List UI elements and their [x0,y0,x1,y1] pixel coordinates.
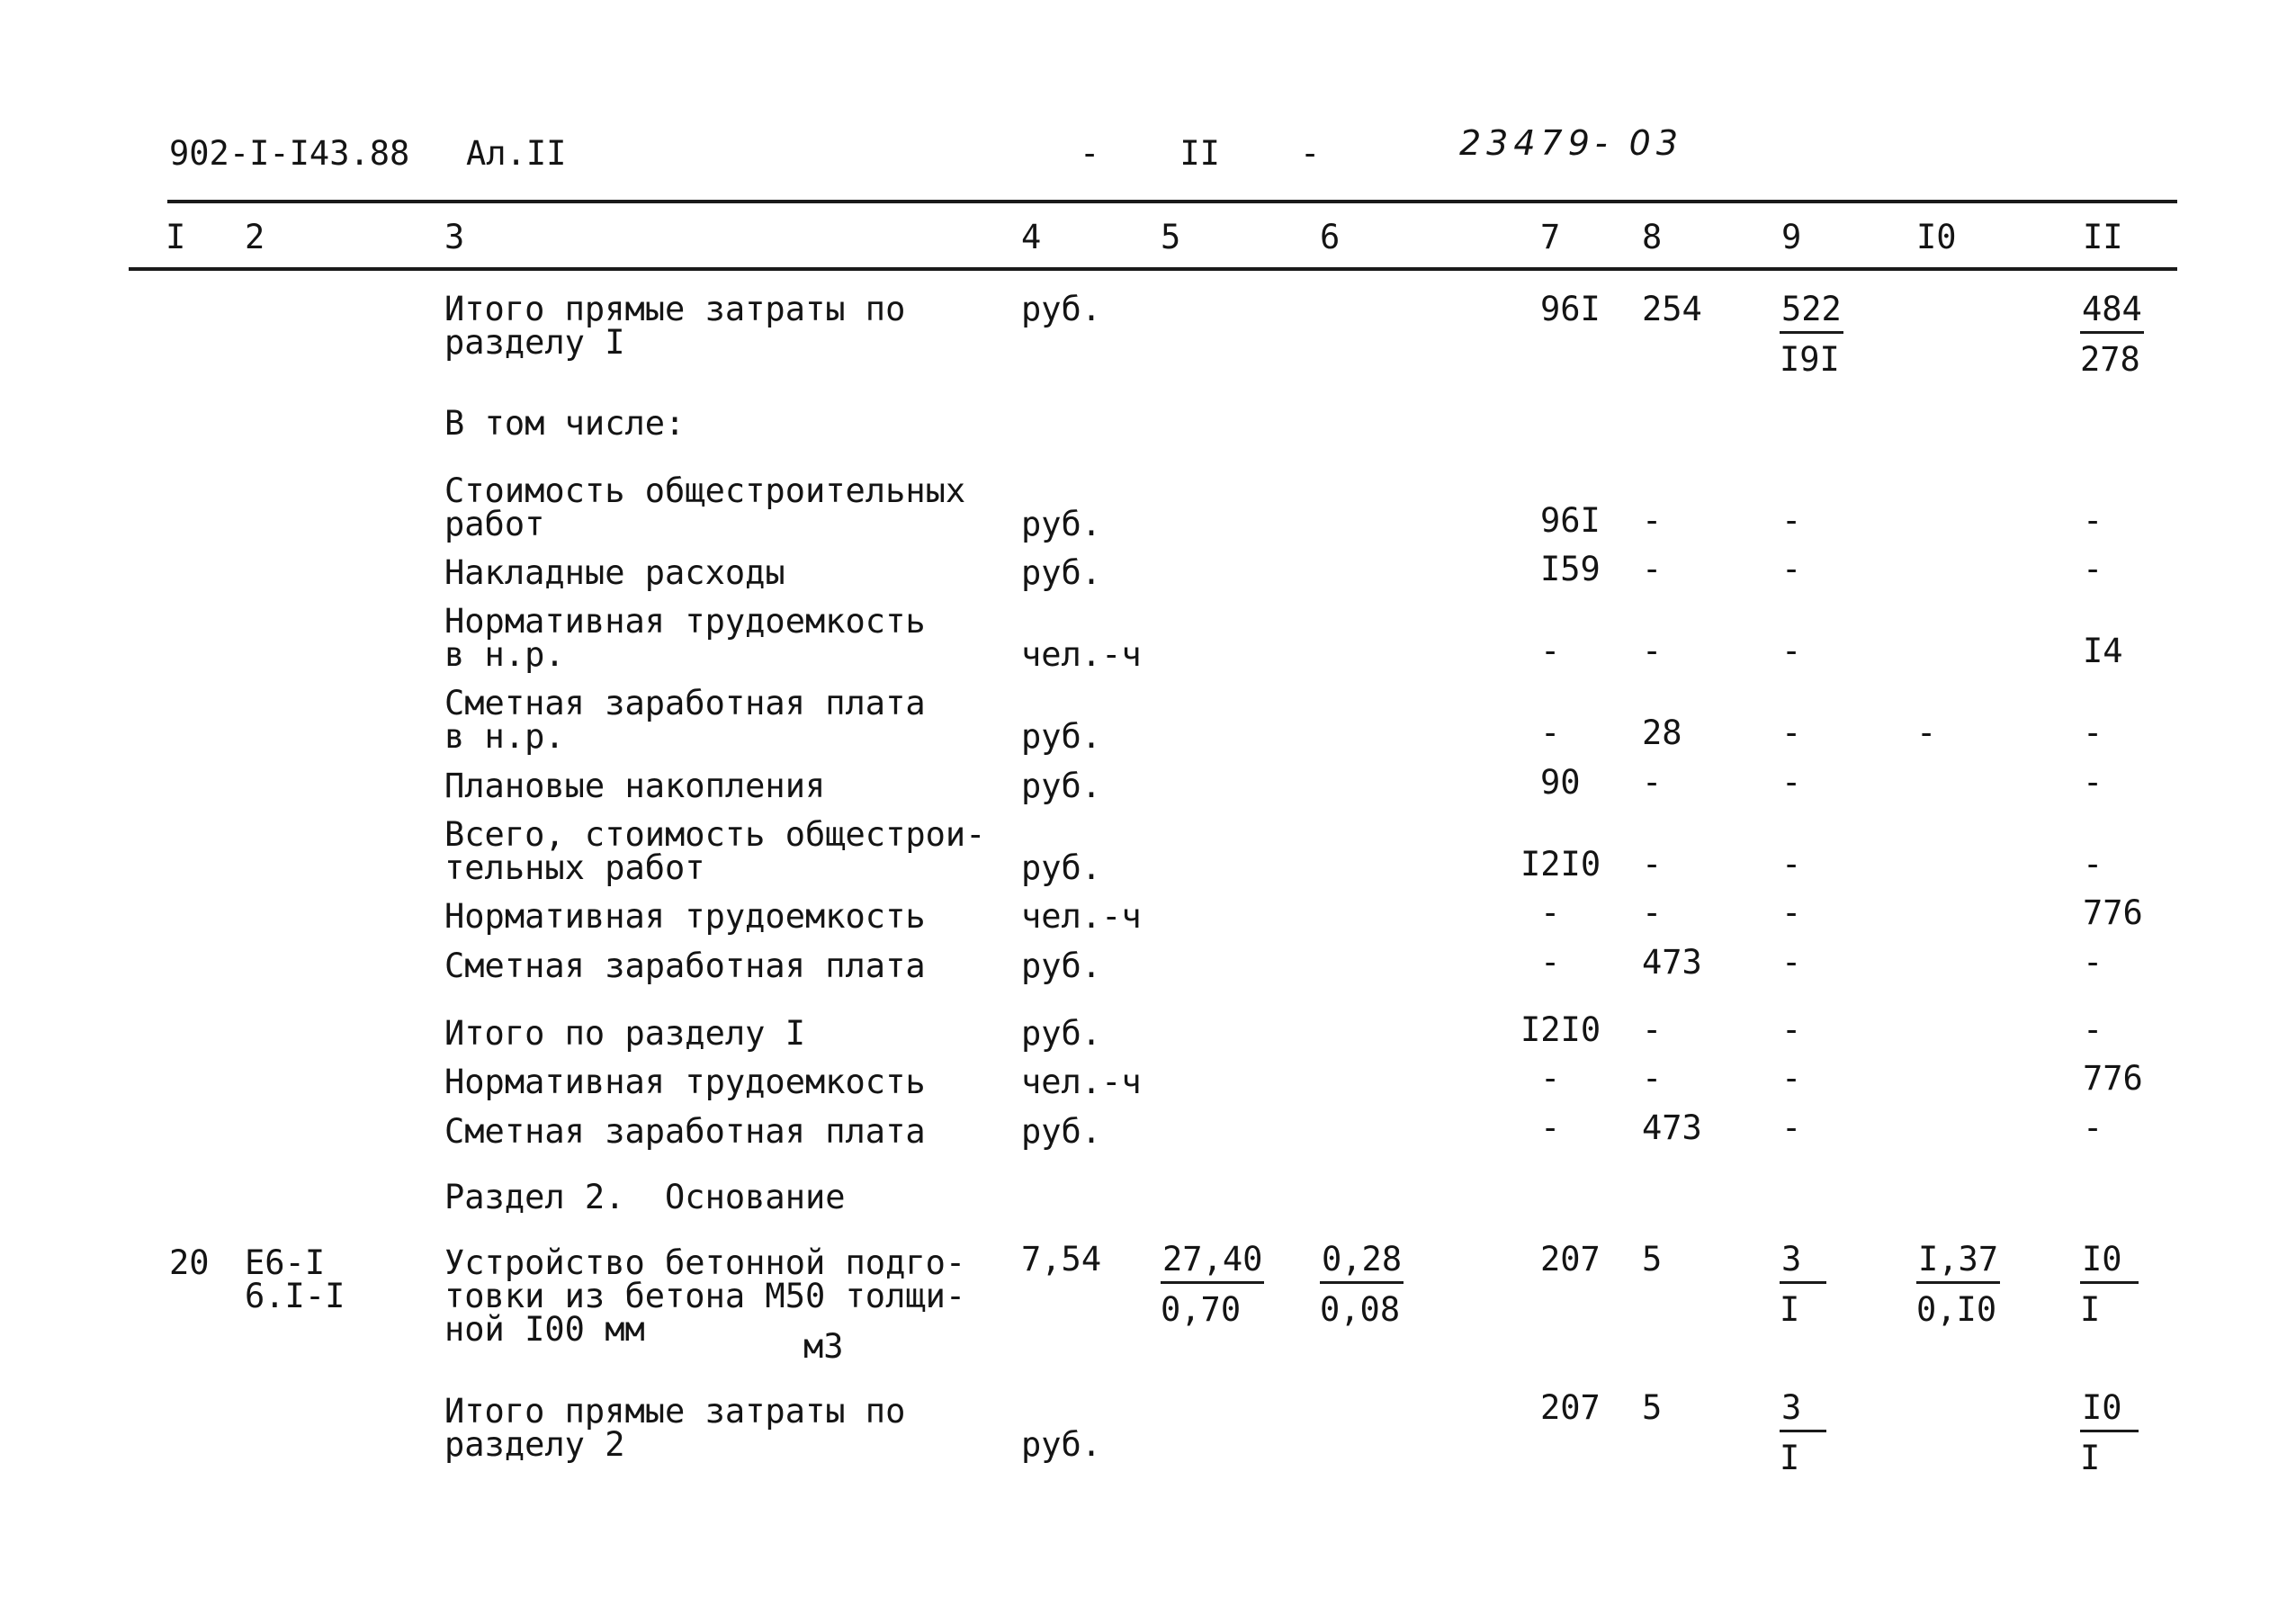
row-unit: руб. [1021,1112,1102,1151]
cell-col11: - [2083,550,2103,588]
cell-col8: - [1642,1010,1663,1049]
row-desc: Плановые накопления [444,767,826,805]
row-desc: Накладные расходы [444,553,785,592]
cell-col8: 473 [1642,943,1702,982]
row-desc: Сметная заработная плата в н.р. [444,684,926,756]
cell-col11: - [2083,1108,2103,1147]
cell-col8: 5 [1642,1240,1663,1279]
cell-col9: - [1781,943,1802,982]
cell-col11-fraction [2080,1388,2139,1477]
fraction-numerator: 3 [1780,1391,1826,1432]
cell-col8: - [1642,763,1663,802]
cell-col7: - [1540,893,1561,932]
cell-col11: I4 [2083,632,2123,670]
fraction-denominator: 0,08 [1320,1290,1401,1329]
cell-col11-fraction [2080,290,2144,379]
cell-col7: 90 [1540,763,1581,802]
cell-col8: - [1642,893,1663,932]
row-unit: руб. [1021,947,1102,985]
cell-col9: - [1781,1010,1802,1049]
cell-col11: - [2083,1010,2103,1049]
row-desc: Итого по разделу I [444,1014,805,1053]
cell-col8: - [1642,845,1663,884]
fraction-denominator: 278 [2080,340,2140,379]
row-unit: руб. [1021,767,1102,805]
section-heading: Раздел 2. Основание [444,1178,846,1216]
row-desc: Итого прямые затраты по разделу 2 [444,1392,906,1464]
cell-col9: - [1781,763,1802,802]
col-header-5: 5 [1161,218,1181,256]
row-unit: руб. [1021,1014,1102,1053]
cell-col8: - [1642,1059,1663,1098]
cell-col7: 96I [1540,290,1601,328]
fraction-denominator: I [2080,1439,2101,1477]
fraction-numerator: 0,28 [1320,1243,1404,1284]
cell-col9: - [1781,550,1802,588]
cell-col7: 207 [1540,1388,1601,1427]
cell-col7: I2I0 [1520,845,1601,884]
cell-col7: - [1540,713,1561,752]
cell-col8: 254 [1642,290,1702,328]
col-header-9: 9 [1781,218,1802,256]
row-unit: руб. [1021,717,1102,756]
cell-col7: - [1540,1059,1561,1098]
sheet-label: Ал.II [466,134,567,173]
cell-col4: 7,54 [1021,1240,1102,1279]
cell-col7: I2I0 [1520,1010,1601,1049]
row-unit: чел.-ч [1021,635,1142,674]
fraction-denominator: I [1780,1290,1800,1329]
cell-col9: - [1781,501,1802,540]
row-desc: Итого прямые затраты по разделу I [444,290,906,362]
col-header-1: I [166,218,186,256]
fraction-denominator: 0,70 [1161,1290,1242,1329]
cell-col5-fraction [1161,1240,1264,1329]
cell-col11: - [2083,501,2103,540]
cell-col9: - [1781,1059,1802,1098]
cell-col9: - [1781,713,1802,752]
handwritten-number: 23479- 03 [1459,123,1684,163]
cell-col8: - [1642,501,1663,540]
cell-col7: - [1540,632,1561,670]
fraction-denominator: I [1780,1439,1800,1477]
fraction-numerator: 3 [1780,1243,1826,1284]
cell-col9: - [1781,845,1802,884]
row-unit: руб. [1021,553,1102,592]
row-desc: Сметная заработная плата [444,947,926,985]
unit-of-measure: м3 [803,1327,844,1366]
top-rule [167,200,2177,203]
col-header-3: 3 [444,218,465,256]
cell-col9: - [1781,1108,1802,1147]
cell-col7: - [1540,1108,1561,1147]
cell-col9: - [1781,632,1802,670]
cell-col8: - [1642,550,1663,588]
row-desc: Нормативная трудоемкость в н.р. [444,602,926,674]
row-unit: руб. [1021,505,1102,543]
row-desc: Нормативная трудоемкость [444,897,926,936]
cell-col7: - [1540,943,1561,982]
fraction-numerator: I0 [2080,1391,2139,1432]
cell-col7: I59 [1540,550,1601,588]
cell-col9-fraction [1780,1240,1826,1329]
item-number: 20 [169,1243,210,1282]
cell-col11-fraction [2080,1240,2139,1329]
cell-col11: - [2083,713,2103,752]
row-unit: руб. [1021,1425,1102,1464]
fraction-denominator: I9I [1780,340,1840,379]
item-code: Е6-I 6.I-I [245,1243,345,1315]
cell-col11: 776 [2083,893,2143,932]
col-header-11: II [2083,218,2123,256]
row-unit: чел.-ч [1021,897,1142,936]
cell-col8: - [1642,632,1663,670]
col-header-6: 6 [1320,218,1341,256]
header-rule [129,267,2177,271]
fraction-numerator: 27,40 [1161,1243,1264,1284]
cell-col9-fraction [1780,1388,1826,1477]
row-unit: руб. [1021,848,1102,887]
row-unit: чел.-ч [1021,1063,1142,1101]
cell-col8: 5 [1642,1388,1663,1427]
cell-col10: - [1916,713,1937,752]
cell-col8: 28 [1642,713,1682,752]
row-desc: Нормативная трудоемкость [444,1063,926,1101]
col-header-4: 4 [1021,218,1042,256]
cell-col9: - [1781,893,1802,932]
col-header-8: 8 [1642,218,1663,256]
cell-col7: 96I [1540,501,1601,540]
subheading: В том числе: [444,404,686,443]
cell-col11: 776 [2083,1059,2143,1098]
page-number: - II - [1080,134,1321,173]
row-desc: Стоимость общестроительных работ [444,471,966,543]
cell-col9-fraction [1780,290,1843,379]
document-code: 902-I-I43.88 [169,134,410,173]
fraction-numerator: 484 [2080,292,2144,334]
row-desc: Сметная заработная плата [444,1112,926,1151]
fraction-numerator: 522 [1780,292,1843,334]
cell-col7: 207 [1540,1240,1601,1279]
row-unit: руб. [1021,290,1102,328]
cell-col11: - [2083,943,2103,982]
fraction-denominator: I [2080,1290,2101,1329]
fraction-numerator: I,37 [1916,1243,2000,1284]
row-desc: Всего, стоимость общестрои- тельных работ [444,815,986,887]
col-header-10: I0 [1916,218,1957,256]
col-header-7: 7 [1540,218,1561,256]
cell-col8: 473 [1642,1108,1702,1147]
cell-col11: - [2083,763,2103,802]
fraction-denominator: 0,I0 [1916,1290,1997,1329]
row-desc: Устройство бетонной подго- товки из бетона М50 толщи- ной I00 мм [444,1243,966,1349]
cell-col6-fraction [1320,1240,1404,1329]
fraction-numerator: I0 [2080,1243,2139,1284]
col-header-2: 2 [245,218,265,256]
cell-col11: - [2083,845,2103,884]
cell-col10-fraction [1916,1240,2000,1329]
